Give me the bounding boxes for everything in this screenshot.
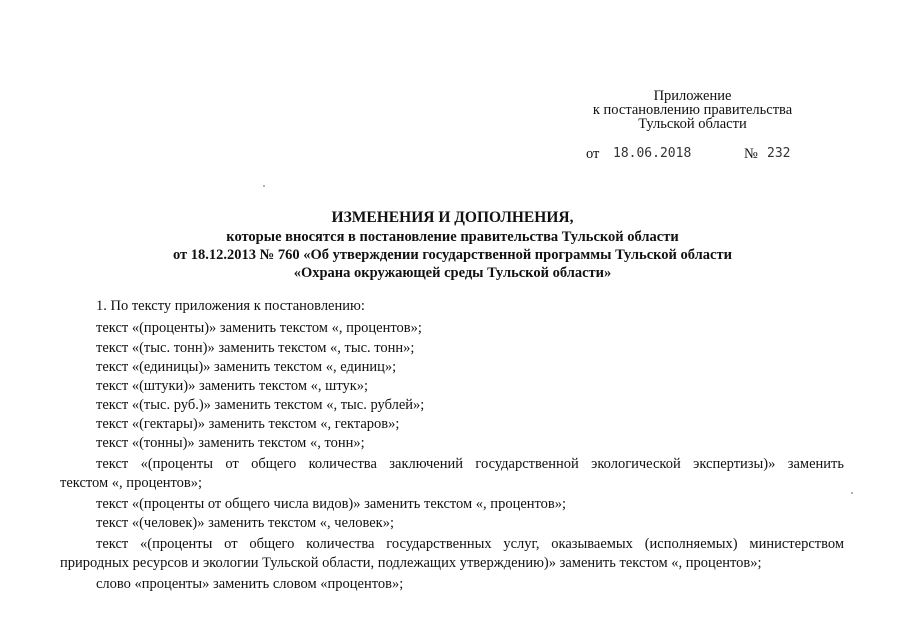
document-subtitle-line-1: которые вносятся в постановление правительства Тульской области [226,229,679,245]
body-line: текст «(тонны)» заменить текстом «, тонн»; [96,435,365,451]
body-line: текст «(проценты от общего количества заключений государственной экологической экспертизы)» заменить [96,456,844,472]
document-subtitle-line-2: от 18.12.2013 № 760 «Об утверждении государственной программы Тульской области [173,247,732,263]
body-line: текст «(тыс. руб.)» заменить текстом «, тыс. рублей»; [96,397,425,413]
scan-speck [263,185,265,187]
appendix-line-3: Тульской области [638,116,747,132]
document-date: 18.06.2018 [613,146,692,161]
body-line: текст «(тыс. тонн)» заменить текстом «, тыс. тонн»; [96,340,415,356]
body-line: текст «(проценты)» заменить текстом «, процентов»; [96,320,422,336]
body-line: слово «проценты» заменить словом «процентов»; [96,576,404,592]
body-line: текст «(штуки)» заменить текстом «, штук»; [96,378,369,394]
appendix-line-2: к постановлению правительства [592,102,793,118]
body-line: текст «(проценты от общего количества государственных услуг, оказываемых (исполняемых) министерством [96,536,844,552]
appendix-line-1: Приложение [653,88,732,104]
body-line: текст «(единицы)» заменить текстом «, единиц»; [96,359,397,375]
document-number: 232 [767,146,791,161]
document-title: ИЗМЕНЕНИЯ И ДОПОЛНЕНИЯ, [331,209,574,226]
body-line: 1. По тексту приложения к постановлению: [96,298,365,314]
scan-speck [851,492,853,494]
body-line: текст «(человек)» заменить текстом «, человек»; [96,515,395,531]
body-line: текст «(гектары)» заменить текстом «, гектаров»; [96,416,400,432]
body-line: текст «(проценты от общего числа видов)» заменить текстом «, процентов»; [96,496,567,512]
number-label: № [744,146,758,162]
appendix-block [560,89,825,131]
body-line: текстом «, процентов»; [60,475,203,491]
body-line: природных ресурсов и экологии Тульской области, подлежащих утверждению)» заменить текстом «, процентов»; [60,555,762,571]
document-subtitle-line-3: «Охрана окружающей среды Тульской области» [293,265,612,281]
from-label: от [586,146,600,162]
